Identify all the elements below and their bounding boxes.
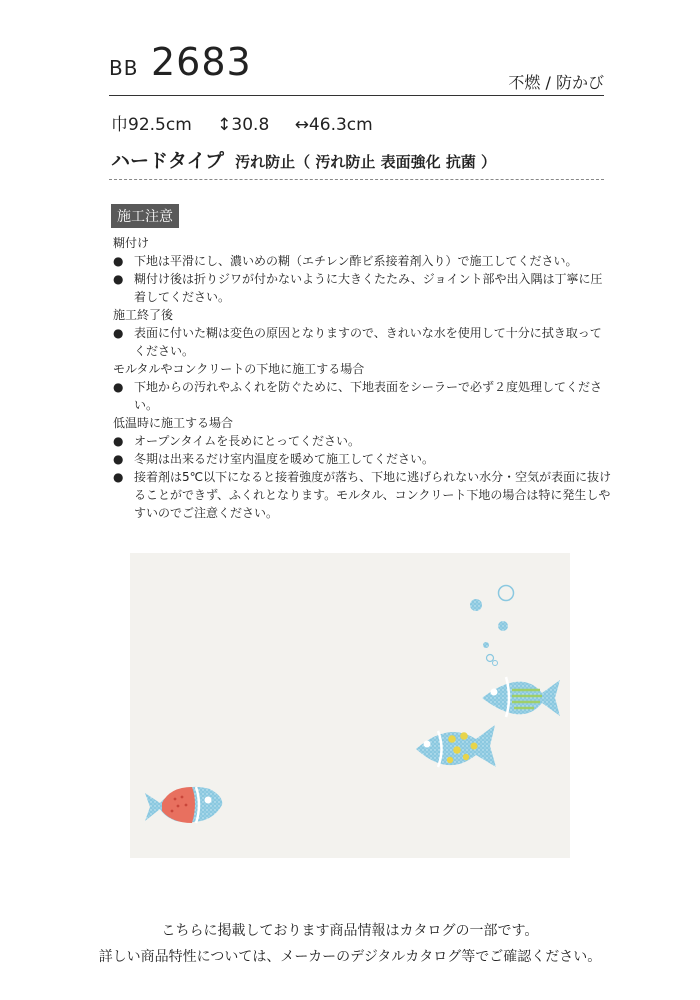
spec-line bbox=[111, 110, 393, 135]
note-item bbox=[113, 324, 613, 360]
note-item bbox=[113, 432, 613, 450]
installation-notes bbox=[113, 234, 613, 522]
note-heading: モルタルやコンクリートの下地に施工する場合 bbox=[113, 362, 365, 376]
note-text: 下地からの汚れやふくれを防ぐために、下地表面をシーラーで必ず２度処理してください。 bbox=[134, 380, 603, 412]
product-code-prefix: BB bbox=[109, 56, 139, 80]
note-text: 接着剤は5℃以下になると接着強度が落ち、下地に逃げられない水分・空気が表面に抜けることができず、ふくれとなります。モルタル、コンクリート下地の場合は特に発生しやすいのでご注意ください。 bbox=[134, 470, 612, 520]
bullet-icon: ● bbox=[113, 380, 124, 394]
bubble-icon bbox=[483, 642, 489, 648]
wallpaper-sample-image bbox=[130, 553, 570, 858]
bullet-icon: ● bbox=[113, 272, 124, 286]
type-features: 汚れ防止（ 汚れ防止 表面強化 抗菌 ） bbox=[235, 153, 497, 171]
bubble-icon bbox=[498, 621, 508, 631]
header-divider bbox=[109, 95, 604, 96]
note-heading: 糊付け bbox=[113, 236, 150, 250]
dashed-divider bbox=[109, 179, 604, 180]
bullet-icon: ● bbox=[113, 326, 124, 340]
type-line bbox=[111, 146, 496, 173]
note-text: 下地は平滑にし、濃いめの糊（エチレン酢ビ系接着剤入り）で施工してください。 bbox=[134, 254, 578, 268]
bullet-icon: ● bbox=[113, 254, 124, 268]
section-title: 施工注意 bbox=[111, 204, 179, 228]
bullet-icon: ● bbox=[113, 452, 124, 466]
fire-rating-label: 不燃 / 防かび bbox=[508, 73, 604, 92]
footer-note-2: 詳しい商品特性については、メーカーのデジタルカタログ等でご確認ください。 bbox=[98, 949, 602, 965]
note-item bbox=[113, 468, 613, 522]
note-item bbox=[113, 270, 613, 306]
note-text: 冬期は出来るだけ室内温度を暖めて施工してください。 bbox=[134, 452, 435, 466]
spec-horizontal-repeat: ↔46.3cm bbox=[294, 115, 373, 135]
red-fish-icon bbox=[145, 787, 222, 823]
note-text: 表面に付いた糊は変色の原因となりますので、きれいな水を使用して十分に拭き取ってください。 bbox=[134, 326, 602, 358]
bullet-icon: ● bbox=[113, 434, 124, 448]
footer-note-1: こちらに掲載しております商品情報はカタログの一部です。 bbox=[161, 923, 539, 939]
note-item bbox=[113, 252, 613, 270]
note-heading: 低温時に施工する場合 bbox=[113, 416, 234, 430]
spec-width: 巾92.5cm bbox=[111, 115, 192, 135]
note-item bbox=[113, 450, 613, 468]
product-code-number: 2683 bbox=[151, 40, 252, 84]
note-item bbox=[113, 378, 613, 414]
bullet-icon: ● bbox=[113, 470, 124, 484]
striped-fish-icon bbox=[482, 677, 560, 717]
bubble-icon bbox=[499, 586, 514, 601]
spec-vertical-repeat: ↕30.8 bbox=[217, 115, 270, 135]
note-text: オープンタイムを長めにとってください。 bbox=[134, 434, 360, 448]
note-heading: 施工終了後 bbox=[113, 308, 174, 322]
note-text: 糊付け後は折りジワが付かないように大きくたたみ、ジョイント部や出入隅は丁寧に圧着してください。 bbox=[134, 272, 603, 304]
bubble-icon bbox=[487, 655, 494, 662]
bubble-icon bbox=[493, 661, 498, 666]
dotted-fish-icon bbox=[416, 725, 496, 767]
fish-pattern-illustration bbox=[130, 553, 570, 858]
type-main: ハードタイプ bbox=[111, 150, 225, 172]
bubble-icon bbox=[470, 599, 482, 611]
